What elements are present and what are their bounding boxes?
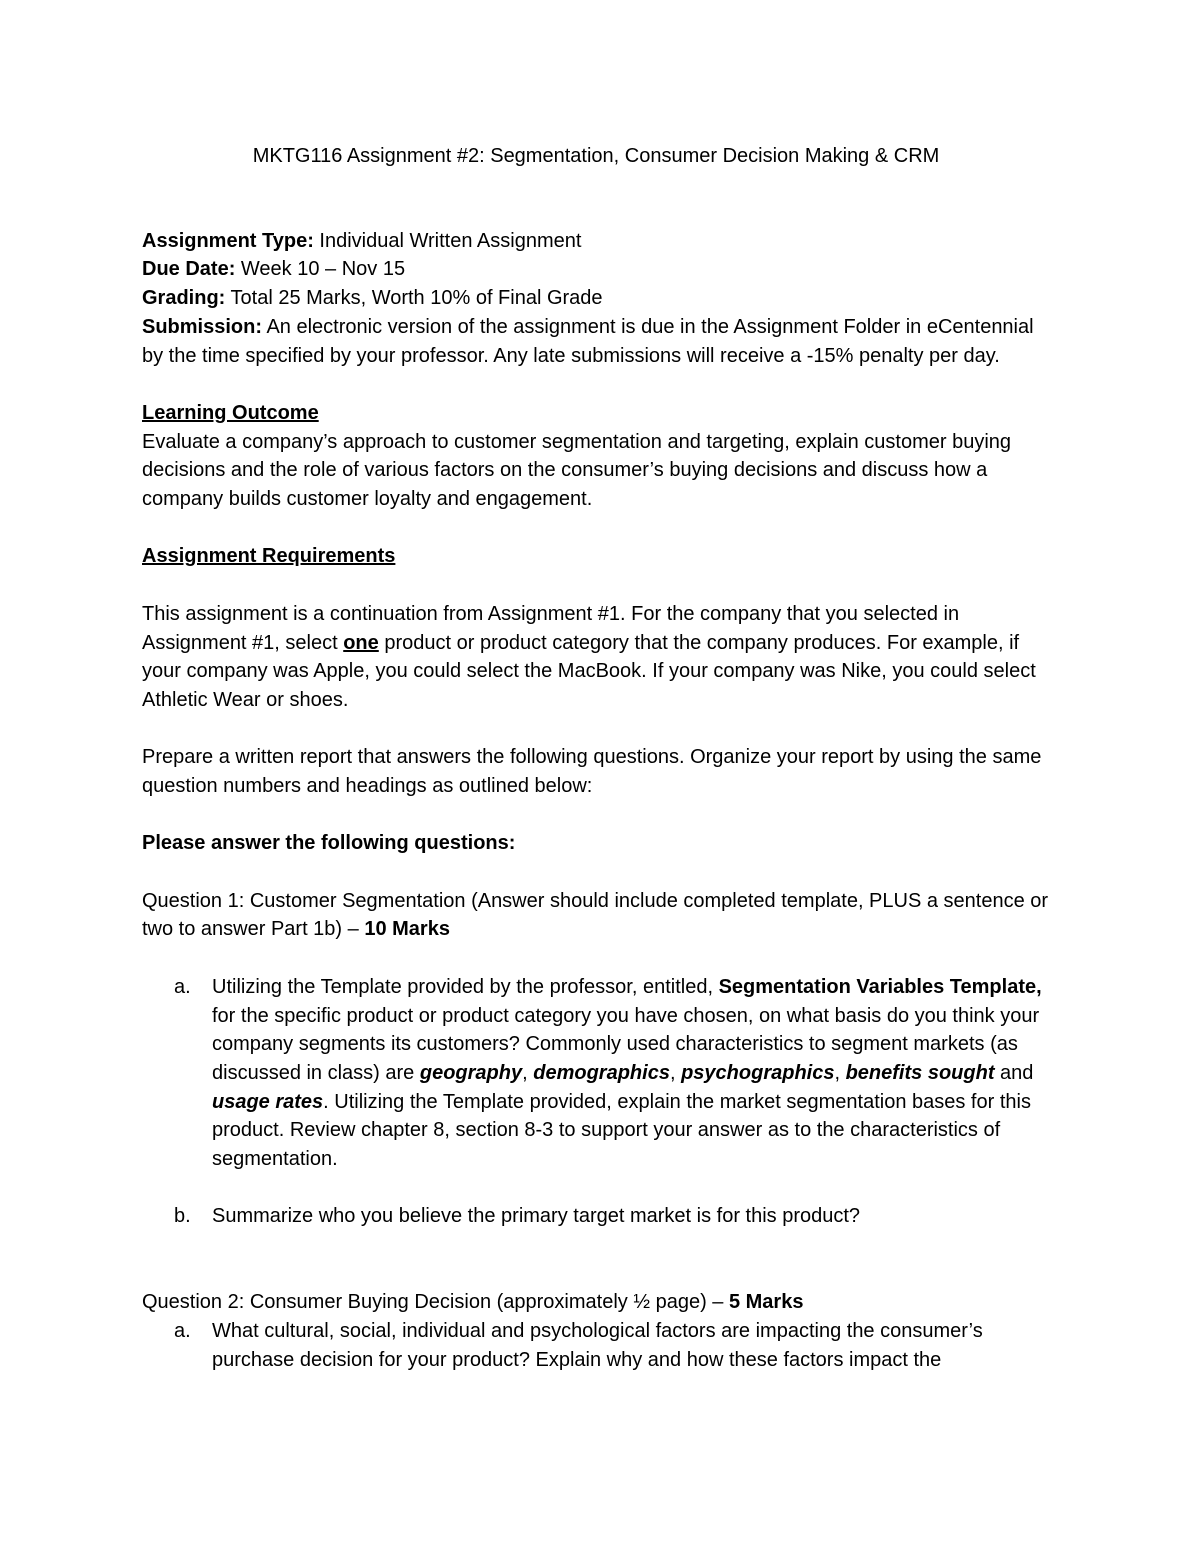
meta-submission-value: An electronic version of the assignment is due in the Assignment Folder in eCentennial by the time specified by your professor. Any late submissions will receive a -15% penalty per day. [142, 315, 1034, 367]
meta-submission [142, 313, 1050, 370]
meta-type-label: Assignment Type: [142, 229, 314, 252]
meta-grading [142, 284, 1050, 313]
assignment-meta [142, 227, 1050, 371]
term-geography: geography [419, 1061, 523, 1084]
learning-outcome-text: Evaluate a company’s approach to customer segmentation and targeting, explain customer buying decisions and the role of various factors on the consumer’s buying decisions and discuss how a company builds customer loyalty and engagement. [142, 430, 1012, 511]
requirements-paragraph-2: Prepare a written report that answers the following questions. Organize your report by using the same question numbers and headings as outlined below: [142, 746, 1042, 797]
question-1-parts [142, 973, 1050, 1231]
part-text: Utilizing the Template provided by the professor, entitled, [212, 975, 719, 998]
question-1 [142, 887, 1050, 1231]
question-1-intro [142, 887, 1050, 944]
document-title: MKTG116 Assignment #2: Segmentation, Consumer Decision Making & CRM [252, 145, 940, 167]
question-2 [142, 1288, 1050, 1374]
term-usage-rates: usage rates [212, 1090, 324, 1113]
requirements-paragraph-1 [142, 600, 1050, 715]
meta-grading-value: Total 25 Marks, Worth 10% of Final Grade [225, 287, 603, 310]
question-2-parts [142, 1317, 1050, 1374]
question-1-marks: 10 Marks [364, 918, 450, 941]
part-text: for the specific product or product category you have chosen, on what basis do you think your company segments its customers? Commonly used characteristics to segment markets (as discussed in class) are [212, 1004, 1040, 1084]
list-marker: a. [174, 975, 191, 998]
question-2-marks: 5 Marks [728, 1291, 804, 1314]
question-2-intro [142, 1288, 1050, 1317]
emphasis-one: one [343, 631, 379, 654]
template-name: Segmentation Variables Template, [718, 975, 1042, 998]
separator: and [994, 1061, 1034, 1084]
requirements-text: product or product category that the company produces. For example, if your company was Apple, you could select the MacBook. If your company was Nike, you could select Athletic Wear or shoes. [142, 631, 1036, 711]
term-benefits-sought: benefits sought [845, 1061, 995, 1084]
requirements-heading: Assignment Requirements [142, 545, 396, 568]
meta-due-date [142, 255, 1050, 284]
question-2-part-a [142, 1317, 1050, 1374]
question-1-part-a [142, 973, 1050, 1174]
meta-due-label: Due Date: [142, 258, 236, 281]
learning-outcome-heading: Learning Outcome [142, 401, 319, 424]
questions-prompt: Please answer the following questions: [142, 832, 516, 855]
separator: , [834, 1061, 846, 1084]
part-text: . Utilizing the Template provided, explain the market segmentation bases for this product. Review chapter 8, section 8-3 to support your answer as to the characteristics of segmentation. [212, 1090, 1031, 1171]
meta-submission-label: Submission: [142, 315, 263, 338]
meta-due-value: Week 10 – Nov 15 [235, 258, 406, 281]
part-text: What cultural, social, individual and psychological factors are impacting the consumer’s purchase decision for your product? Explain why and how these factors impact the [212, 1319, 983, 1371]
separator: , [522, 1061, 534, 1084]
learning-outcome-section [142, 399, 1050, 514]
term-psychographics: psychographics [681, 1061, 835, 1084]
meta-grading-label: Grading: [142, 287, 226, 310]
requirements-section [142, 542, 1050, 858]
question-1-part-b [142, 1202, 1050, 1231]
question-1-text: Question 1: Customer Segmentation (Answer should include completed template, PLUS a sentence or two to answer Part 1b) – [142, 889, 1049, 941]
term-demographics: demographics [533, 1061, 670, 1084]
list-marker: a. [174, 1319, 191, 1342]
question-2-text: Question 2: Consumer Buying Decision (approximately ½ page) – [142, 1291, 729, 1314]
meta-assignment-type [142, 227, 1050, 256]
part-text: Summarize who you believe the primary target market is for this product? [212, 1205, 861, 1228]
requirements-text: This assignment is a continuation from Assignment #1. For the company that you selected in Assignment #1, select [142, 602, 960, 654]
list-marker: b. [174, 1205, 191, 1228]
separator: , [669, 1061, 682, 1084]
meta-type-value: Individual Written Assignment [313, 229, 582, 252]
